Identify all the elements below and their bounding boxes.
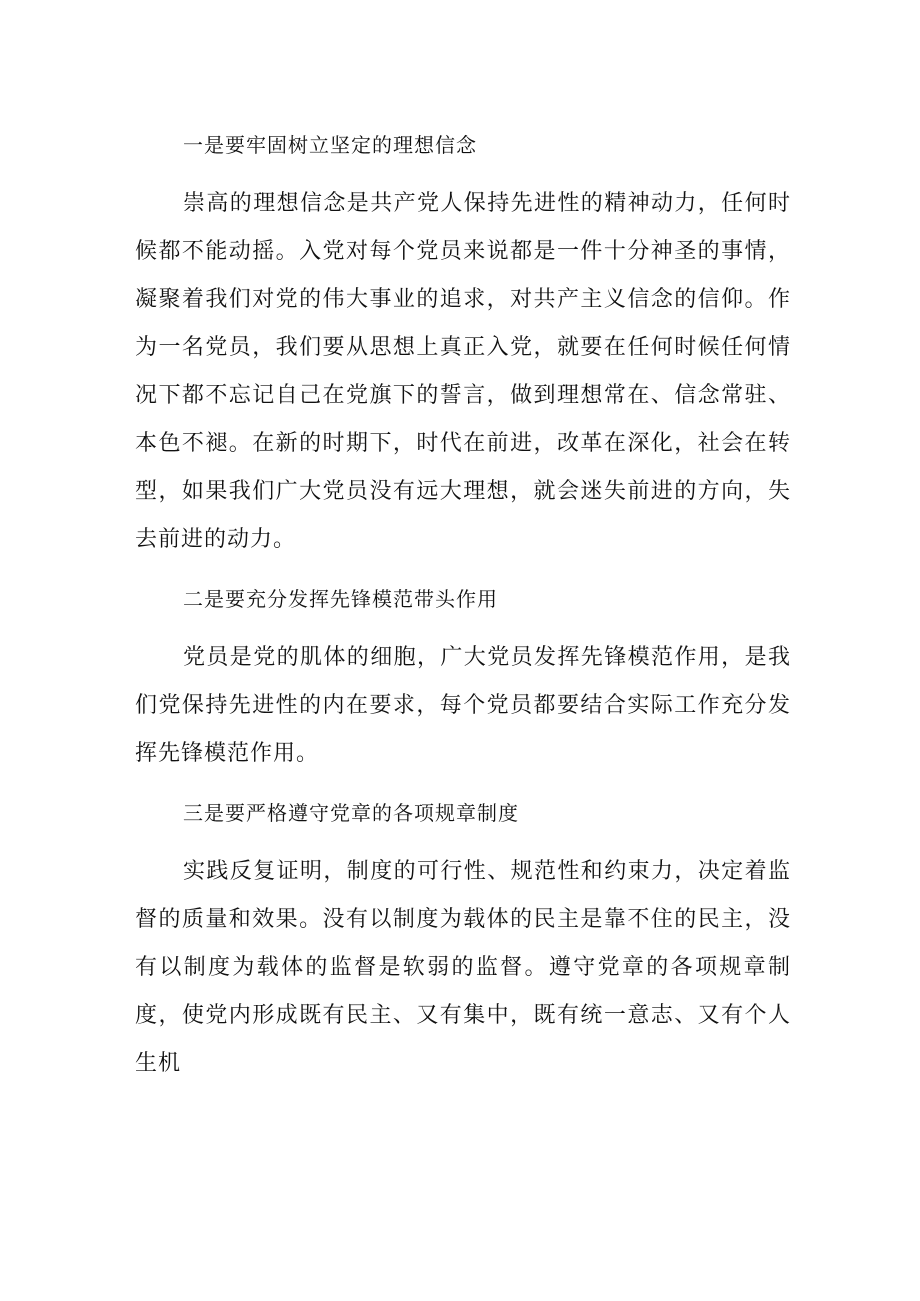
document-body xyxy=(135,121,791,1099)
section-paragraph-3: 实践反复证明，制度的可行性、规范性和约束力，决定着监督的质量和效果。没有以制度为载体的民主是靠不住的民主，没有以制度为载体的监督是软弱的监督。遵守党章的各项规章制度，使党内形成既有民主、又有集中，既有统一意志、又有个人生机 xyxy=(135,859,791,1076)
section-heading-2: 二是要充分发挥先锋模范带头作用 xyxy=(183,587,498,611)
section-paragraph-2: 党员是党的肌体的细胞，广大党员发挥先锋模范作用，是我们党保持先进性的内在要求，每个党员都要结合实际工作充分发挥先锋模范作用。 xyxy=(135,645,791,766)
section-heading-1: 一是要牢固树立坚定的理想信念 xyxy=(183,133,477,157)
section-paragraph-1: 崇高的理想信念是共产党人保持先进性的精神动力，任何时候都不能动摇。入党对每个党员来说都是一件十分神圣的事情，凝聚着我们对党的伟大事业的追求，对共产主义信念的信仰。作为一名党员，我们要从思想上真正入党，就要在任何时候任何情况下都不忘记自己在党旗下的誓言，做到理想常在、信念常驻、本色不褪。在新的时期下，时代在前进，改革在深化，社会在转型，如果我们广大党员没有远大理想，就会迷失前进的方向，失去前进的动力。 xyxy=(135,191,791,552)
section-heading-3: 三是要严格遵守党章的各项规章制度 xyxy=(183,801,519,825)
